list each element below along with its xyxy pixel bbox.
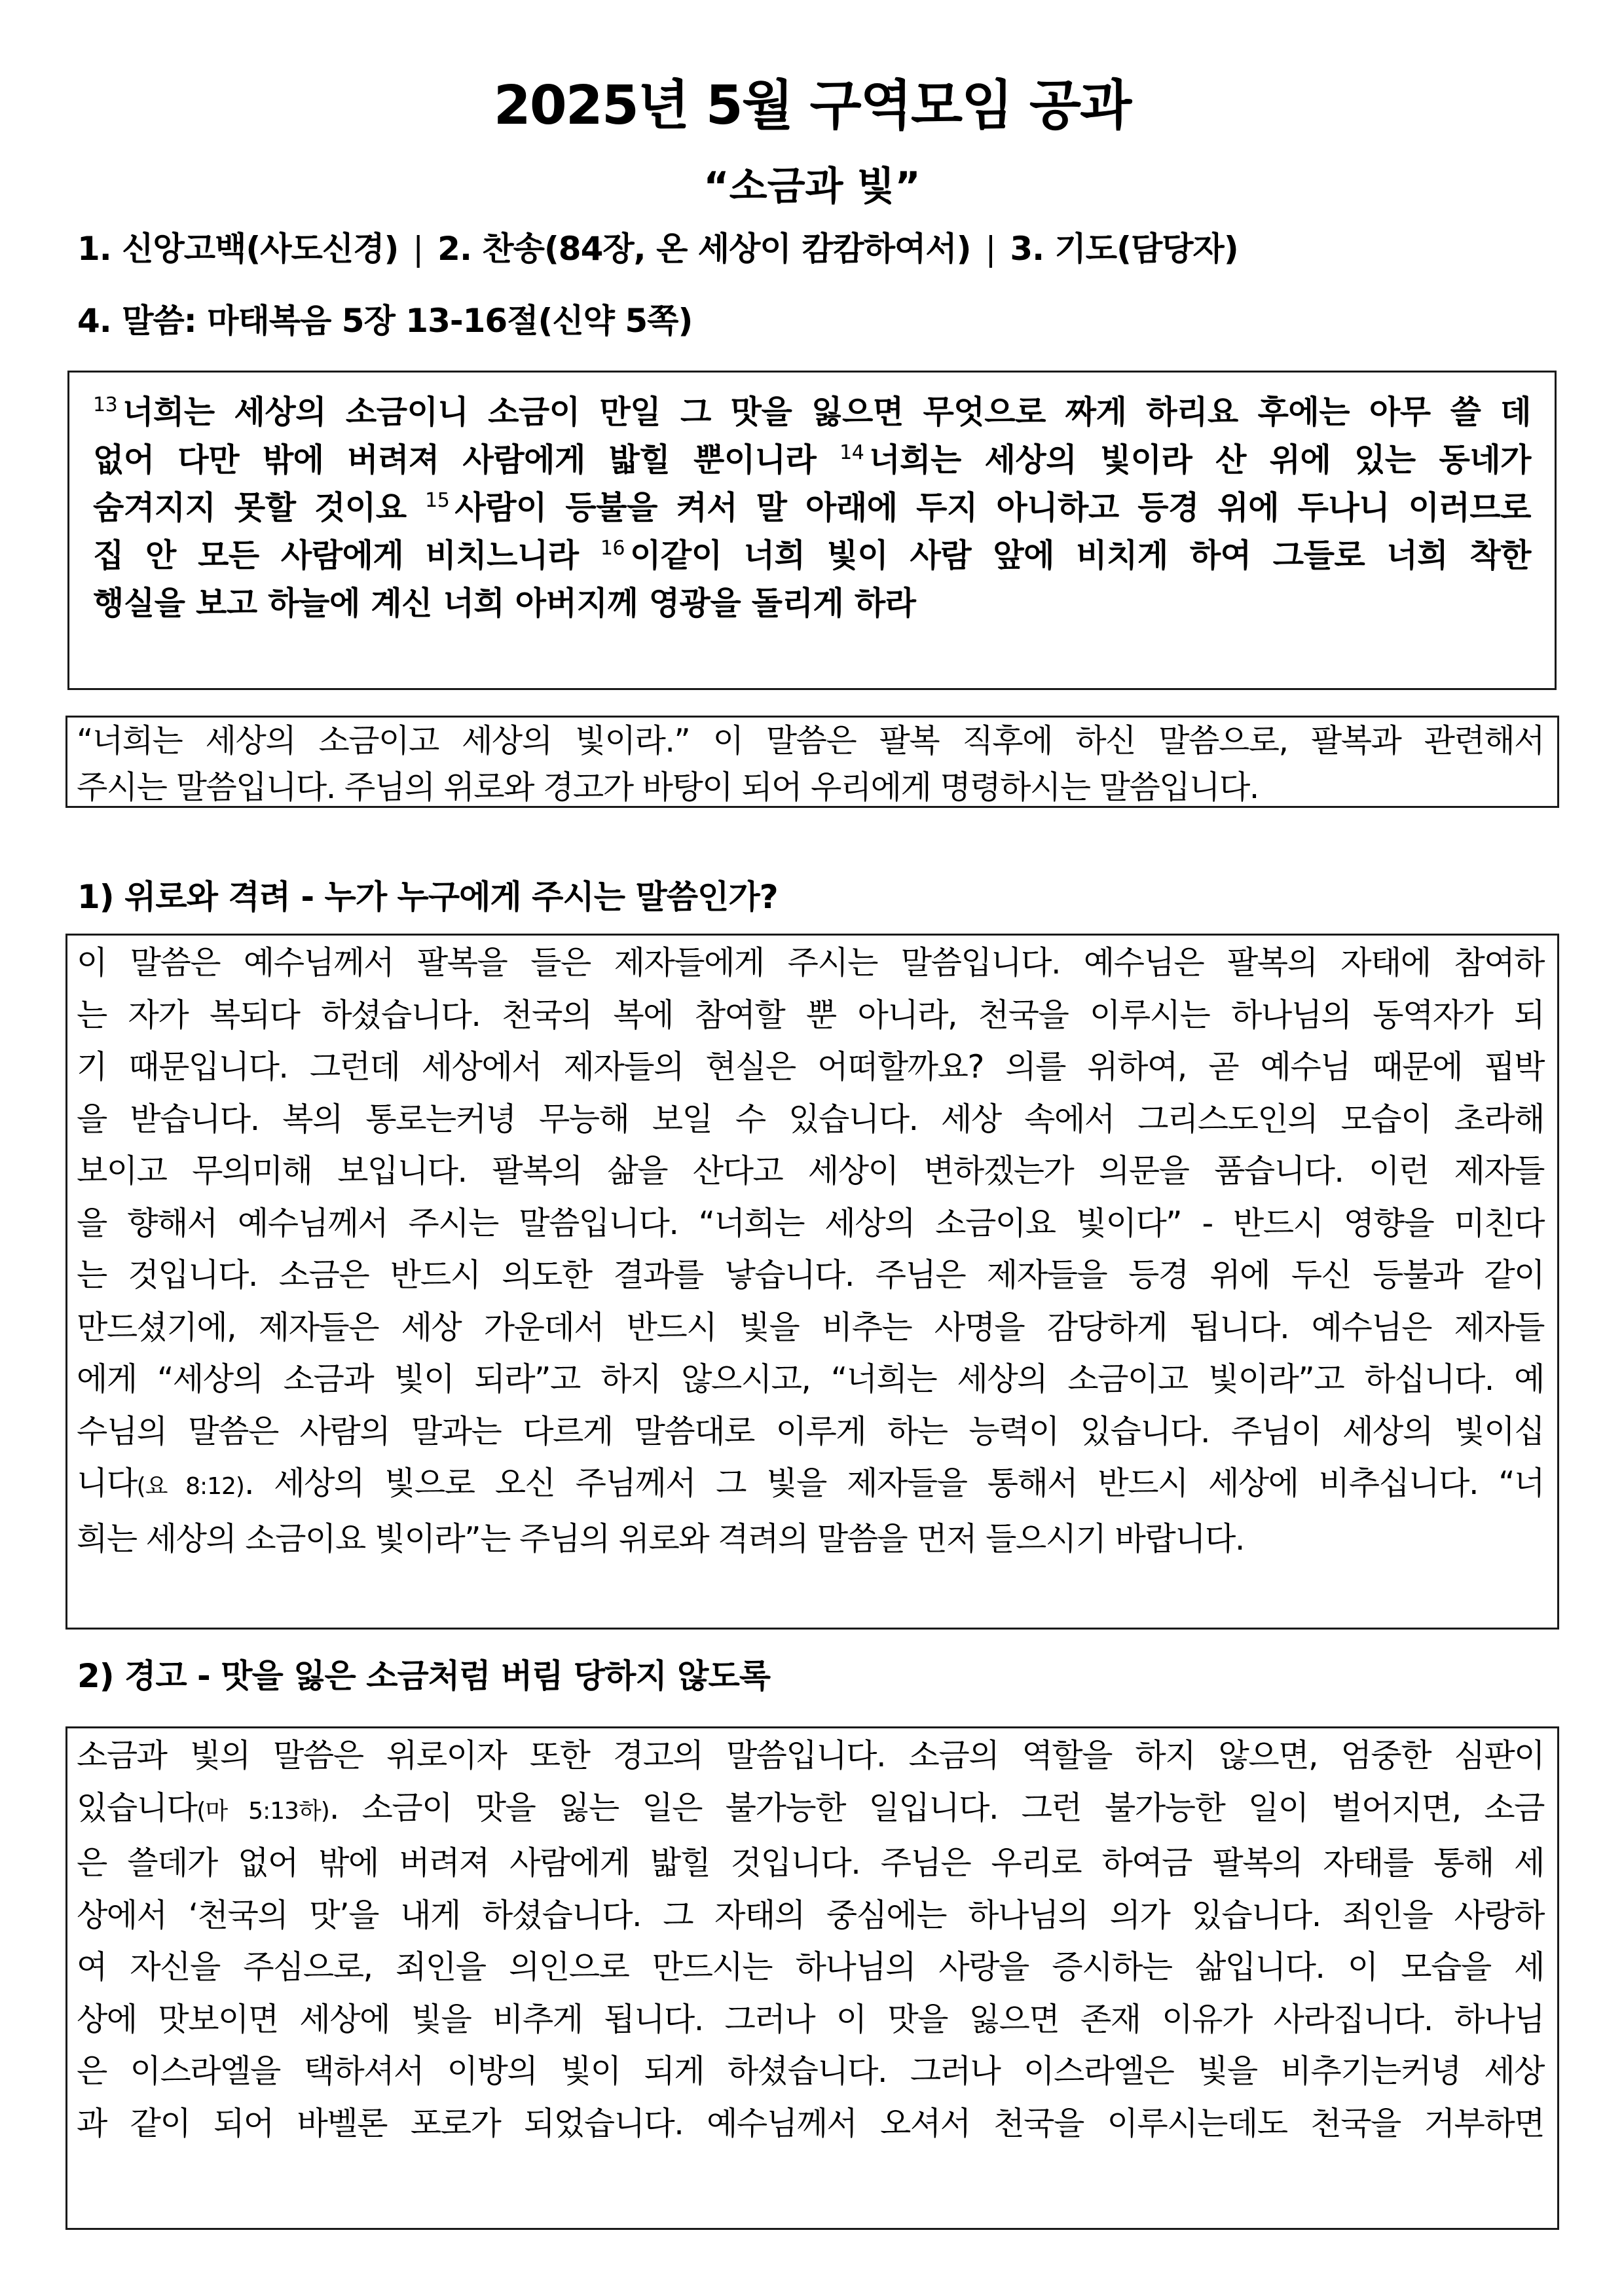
body-line: 에게 “세상의 소금과 빛이 되라”고 하지 않으시고, “너희는 세상의 소금이고 빛이라”고 하십니다. 예 bbox=[77, 1360, 1544, 1398]
scripture-line bbox=[93, 532, 1531, 579]
verse-text: 너희는 세상의 소금이니 소금이 만일 그 맛을 잃으면 무엇으로 짜게 하리요 후에는 아무 쓸 데 bbox=[122, 393, 1531, 431]
verse-text: 숨겨지지 못할 것이요 bbox=[93, 489, 407, 526]
scripture-box bbox=[67, 371, 1557, 690]
body-line: 기 때문입니다. 그런데 세상에서 제자들의 현실은 어떠할까요? 의를 위하여, 곧 예수님 때문에 핍박 bbox=[77, 1048, 1544, 1085]
section-1-box bbox=[65, 934, 1559, 1630]
verse-text: 너희는 세상의 빛이라 산 위에 있는 동네가 bbox=[869, 441, 1531, 479]
verse-text: 없어 다만 밖에 버려져 사람에게 밟힐 뿐이니라 bbox=[93, 441, 817, 479]
verse-text: 사람이 등불을 켜서 말 아래에 두지 아니하고 등경 위에 두나니 이러므로 bbox=[454, 489, 1532, 526]
body-text: . 소금이 맛을 잃는 일은 불가능한 일입니다. 그런 불가능한 일이 벌어지면, 소금 bbox=[329, 1789, 1544, 1827]
section-2-box bbox=[65, 1726, 1559, 2230]
scripture-line bbox=[93, 579, 1531, 627]
scripture-line bbox=[93, 388, 1531, 436]
body-line: 는 자가 복되다 하셨습니다. 천국의 복에 참여할 뿐 아니라, 천국을 이루시는 하나님의 동역자가 되 bbox=[77, 996, 1544, 1034]
body-line: 보이고 무의미해 보입니다. 팔복의 삶을 산다고 세상이 변하겠는가 의문을 품습니다. 이런 제자들 bbox=[77, 1152, 1544, 1190]
section-heading-2: 2) 경고 - 맛을 잃은 소금처럼 버림 당하지 않도록 bbox=[77, 1657, 771, 1695]
body-text: . 세상의 빛으로 오신 주님께서 그 빛을 제자들을 통해서 반드시 세상에 비추십니다. “너 bbox=[244, 1465, 1544, 1502]
worship-order-line bbox=[77, 226, 1238, 272]
body-line: 상에 맛보이면 세상에 빛을 비추게 됩니다. 그러나 이 맛을 잃으면 존재 이유가 사라집니다. 하나님 bbox=[77, 2000, 1544, 2038]
body-line: 은 쓸데가 없어 밖에 버려져 사람에게 밟힐 것입니다. 주님은 우리로 하여금 팔복의 자태를 통해 세 bbox=[77, 1844, 1544, 1882]
intro-line: 주시는 말씀입니다. 주님의 위로와 경고가 바탕이 되어 우리에게 명령하시는 말씀입니다. bbox=[77, 769, 1259, 806]
scripture-reference: (요 8:12) bbox=[136, 1473, 244, 1500]
verse-text: 이같이 너희 빛이 사람 앞에 비치게 하여 그들로 너희 착한 bbox=[630, 537, 1531, 574]
order-item-prayer: 3. 기도(담당자) bbox=[1010, 230, 1238, 268]
body-line: 상에서 ‘천국의 맛’을 내게 하셨습니다. 그 자태의 중심에는 하나님의 의가 있습니다. 죄인을 사랑하 bbox=[77, 1896, 1544, 1934]
separator: | bbox=[413, 230, 424, 268]
body-line bbox=[77, 1782, 1544, 1838]
verse-number: 16 bbox=[600, 537, 625, 560]
body-line: 이 말씀은 예수님께서 팔복을 들은 제자들에게 주시는 말씀입니다. 예수님은 팔복의 자태에 참여하 bbox=[77, 944, 1544, 981]
scripture-reference: (마 5:13하) bbox=[196, 1797, 329, 1825]
intro-line: “너희는 세상의 소금이고 세상의 빛이라.” 이 말씀은 팔복 직후에 하신 말씀으로, 팔복과 관련해서 bbox=[77, 722, 1544, 759]
verse-number: 14 bbox=[840, 441, 864, 464]
order-item-scripture: 4. 말씀: 마태복음 5장 13-16절(신약 5쪽) bbox=[77, 302, 693, 340]
body-line: 을 향해서 예수님께서 주시는 말씀입니다. “너희는 세상의 소금이요 빛이다” - 반드시 영향을 미친다 bbox=[77, 1204, 1544, 1242]
order-item-creed: 1. 신앙고백(사도신경) bbox=[77, 230, 399, 268]
scripture-line bbox=[93, 436, 1531, 484]
intro-box bbox=[65, 716, 1559, 808]
order-item-hymn: 2. 찬송(84장, 온 세상이 캄캄하여서) bbox=[437, 230, 971, 268]
scripture-line bbox=[93, 484, 1531, 532]
body-text: 있습니다 bbox=[77, 1789, 197, 1827]
section-heading-1: 1) 위로와 격려 - 누가 누구에게 주시는 말씀인가? bbox=[77, 878, 778, 916]
body-line: 는 것입니다. 소금은 반드시 의도한 결과를 낳습니다. 주님은 제자들을 등경 위에 두신 등불과 같이 bbox=[77, 1256, 1544, 1294]
body-line bbox=[77, 1457, 1544, 1513]
body-line: 만드셨기에, 제자들은 세상 가운데서 반드시 빛을 비추는 사명을 감당하게 됩니다. 예수님은 제자들 bbox=[77, 1308, 1544, 1346]
body-line: 여 자신을 주심으로, 죄인을 의인으로 만드시는 하나님의 사랑을 증시하는 삶입니다. 이 모습을 세 bbox=[77, 1948, 1544, 1986]
separator: | bbox=[985, 230, 996, 268]
page-subtitle: “소금과 빛” bbox=[703, 164, 921, 210]
body-line: 과 같이 되어 바벨론 포로가 되었습니다. 예수님께서 오셔서 천국을 이루시는데도 천국을 거부하면 bbox=[77, 2104, 1544, 2142]
verse-number: 13 bbox=[93, 393, 118, 416]
verse-number: 15 bbox=[425, 489, 450, 512]
body-text: 니다 bbox=[77, 1465, 137, 1502]
body-line: 소금과 빛의 말씀은 위로이자 또한 경고의 말씀입니다. 소금의 역할을 하지 않으면, 엄중한 심판이 bbox=[77, 1737, 1544, 1774]
verse-text: 행실을 보고 하늘에 계신 너희 아버지께 영광을 돌리게 하라 bbox=[93, 585, 916, 622]
page-title: 2025년 5월 구역모임 공과 bbox=[493, 75, 1131, 137]
body-line: 수님의 말씀은 사람의 말과는 다르게 말씀대로 이루게 하는 능력이 있습니다. 주님이 세상의 빛이십 bbox=[77, 1412, 1544, 1450]
verse-text: 집 안 모든 사람에게 비치느니라 bbox=[93, 537, 579, 574]
body-line: 을 받습니다. 복의 통로는커녕 무능해 보일 수 있습니다. 세상 속에서 그리스도인의 모습이 초라해 bbox=[77, 1100, 1544, 1138]
body-line: 희는 세상의 소금이요 빛이라”는 주님의 위로와 격려의 말씀을 먼저 들으시기 바랍니다. bbox=[77, 1520, 1244, 1558]
body-line: 은 이스라엘을 택하셔서 이방의 빛이 되게 하셨습니다. 그러나 이스라엘은 빛을 비추기는커녕 세상 bbox=[77, 2052, 1544, 2090]
